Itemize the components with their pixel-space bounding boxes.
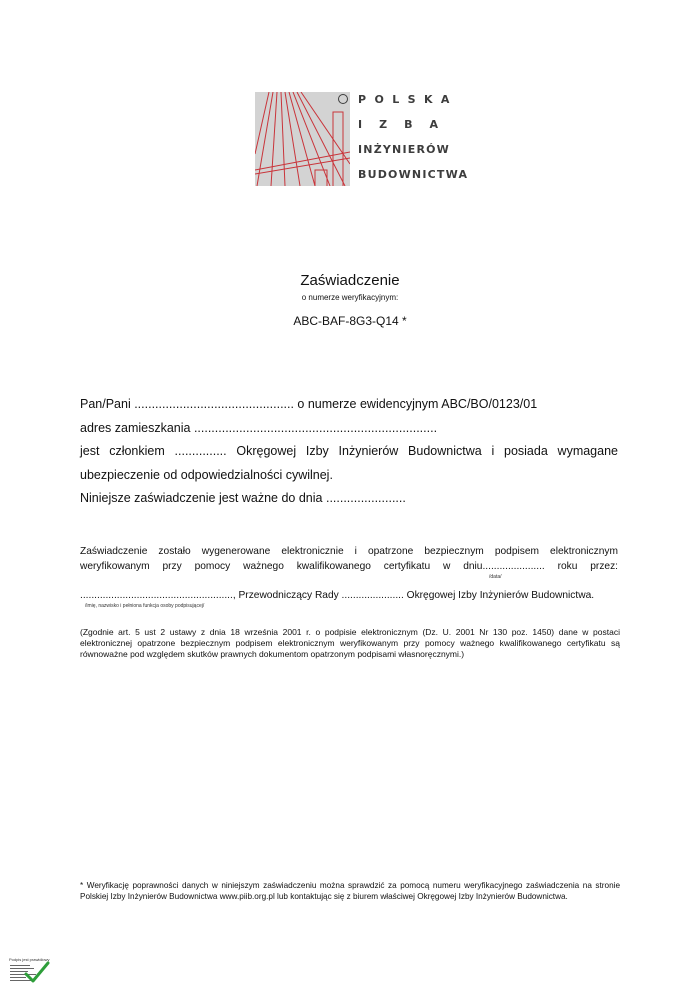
signature-label: Podpis jest prawidłowy	[9, 957, 50, 962]
logo-line-4: BUDOWNICTWA	[358, 168, 469, 181]
generation-line-1: Zaświadczenie zostało wygenerowane elektronicznie i opatrzone bezpiecznym podpisem elektronicznym	[80, 546, 618, 557]
signature-valid-icon	[8, 957, 58, 983]
date-hint: /data/	[489, 574, 502, 580]
generation-line-2: weryfikowanym przy pomocy ważnego kwalifikowanego certyfikatu w dniu...................... roku przez:	[80, 561, 618, 572]
body-line-validity: Niniejsze zaświadczenie jest ważne do dnia .......................	[80, 491, 406, 505]
body-line-name: Pan/Pani .............................................. o numerze ewidencyjnym ABC/BO/0123/01	[80, 397, 538, 411]
body-line-address: adres zamieszkania ......................................................................	[80, 421, 438, 435]
signer-line: ......................................................, Przewodniczący Rady ...................... Okręgowej Izby Inżynierów Budownictwa.	[80, 590, 595, 601]
verification-code: ABC-BAF-8G3-Q14 *	[293, 314, 407, 328]
logo-line-2: IZBA	[358, 118, 455, 131]
signer-hint: /imię, nazwisko i pełniona funkcja osoby podpisującej/	[85, 603, 205, 609]
logo-graphic	[255, 92, 350, 186]
body-line-membership: jest członkiem ............... Okręgowej Izby Inżynierów Budownictwa i posiada wymagane	[80, 444, 618, 458]
footer-note: * Weryfikację poprawności danych w niniejszym zaświadczeniu można sprawdzić za pomocą numeru weryfikacyjnego zaświadczenia na stronie Polskiej Izby Inżynierów Budownictwa www.piib.org.pl lub kontaktując się z biurem właściwej Okręgowej Izby Inżynierów Budownictwa.	[80, 881, 620, 901]
logo-wordmark	[358, 92, 468, 192]
body-line-insurance: ubezpieczenie od odpowiedzialności cywilnej.	[80, 468, 333, 482]
logo-line-1: POLSKA	[358, 93, 458, 106]
document-title: Zaświadczenie	[300, 272, 400, 289]
legal-note: (Zgodnie art. 5 ust 2 ustawy z dnia 18 września 2001 r. o podpisie elektronicznym (Dz. U. 2001 Nr 130 poz. 1450) dane w postaci elektronicznej opatrzone bezpiecznym podpisem elektronicznym weryfikowanym przy pomocy ważnego kwalifikowanego certyfikatu są równoważne pod względem skutków prawnych dokumentom opatrzonym podpisami własnoręcznymi.)	[80, 627, 620, 659]
logo-line-3: INŻYNIERÓW	[358, 143, 451, 156]
document-subtitle: o numerze weryfikacyjnym:	[301, 293, 399, 302]
